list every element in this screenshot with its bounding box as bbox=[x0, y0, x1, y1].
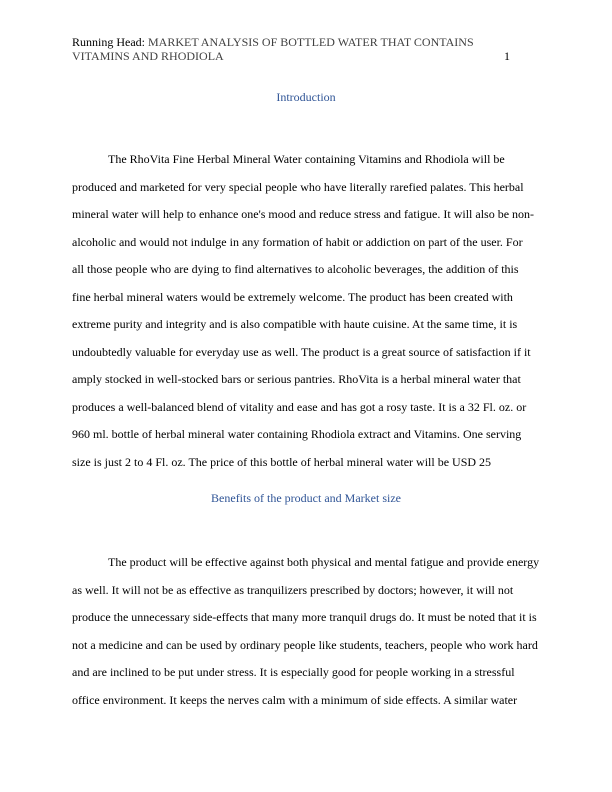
text-line: amply stocked in well-stocked bars or serious pantries. RhoVita is a herbal mineral water that bbox=[72, 372, 521, 386]
text-line: fine herbal mineral waters would be extremely welcome. The product has been created with bbox=[72, 289, 513, 304]
text-line: size is just 2 to 4 Fl. oz. The price of this bottle of herbal mineral water will be USD 25 bbox=[72, 454, 492, 469]
text-line: as well. It will not be as effective as tranquilizers prescribed by doctors; however, it will not bbox=[72, 582, 514, 597]
running-head-label: Running Head: bbox=[72, 35, 148, 49]
text-line: mineral water will help to enhance one's mood and reduce stress and fatigue. It will also be non- bbox=[72, 207, 535, 221]
running-head-line-1 bbox=[72, 35, 474, 49]
text-line: alcoholic and would not indulge in any formation of habit or addiction on part of the user. For bbox=[72, 234, 523, 249]
running-head-line-2: VITAMINS AND RHODIOLA bbox=[72, 49, 224, 63]
text-line: extreme purity and integrity and is also compatible with haute cuisine. At the same time, it is bbox=[72, 317, 518, 331]
text-line: office environment. It keeps the nerves calm with a minimum of side effects. A similar water bbox=[72, 692, 518, 707]
section-heading-benefits: Benefits of the product and Market size bbox=[211, 491, 401, 505]
text-line: 960 ml. bottle of herbal mineral water containing Rhodiola extract and Vitamins. One serving bbox=[72, 427, 522, 441]
text-line: produce the unnecessary side-effects that many more tranquil drugs do. It must be noted that it is bbox=[72, 610, 537, 624]
page-number: 1 bbox=[504, 49, 510, 63]
section-heading-introduction: Introduction bbox=[276, 90, 336, 104]
text-line: undoubtedly valuable for everyday use as well. The product is a great source of satisfaction if it bbox=[72, 344, 531, 359]
text-line: produced and marketed for very special people who have literally rarefied palates. This herbal bbox=[72, 179, 524, 194]
text-line: The RhoVita Fine Herbal Mineral Water containing Vitamins and Rhodiola will be bbox=[108, 152, 505, 166]
running-head-title: MARKET ANALYSIS OF BOTTLED WATER THAT CONTAINS bbox=[148, 35, 474, 49]
text-line: produces a well-balanced blend of vitality and ease and has got a rosy taste. It is a 32 Fl. oz. or bbox=[72, 399, 527, 414]
text-line: not a medicine and can be used by ordinary people like students, teachers, people who work hard bbox=[72, 637, 538, 652]
text-line: all those people who are dying to find alternatives to alcoholic beverages, the addition of this bbox=[72, 262, 519, 276]
text-line: The product will be effective against both physical and mental fatigue and provide energy bbox=[108, 555, 540, 569]
text-line: and are inclined to be put under stress. It is especially good for people working in a stressful bbox=[72, 665, 515, 679]
